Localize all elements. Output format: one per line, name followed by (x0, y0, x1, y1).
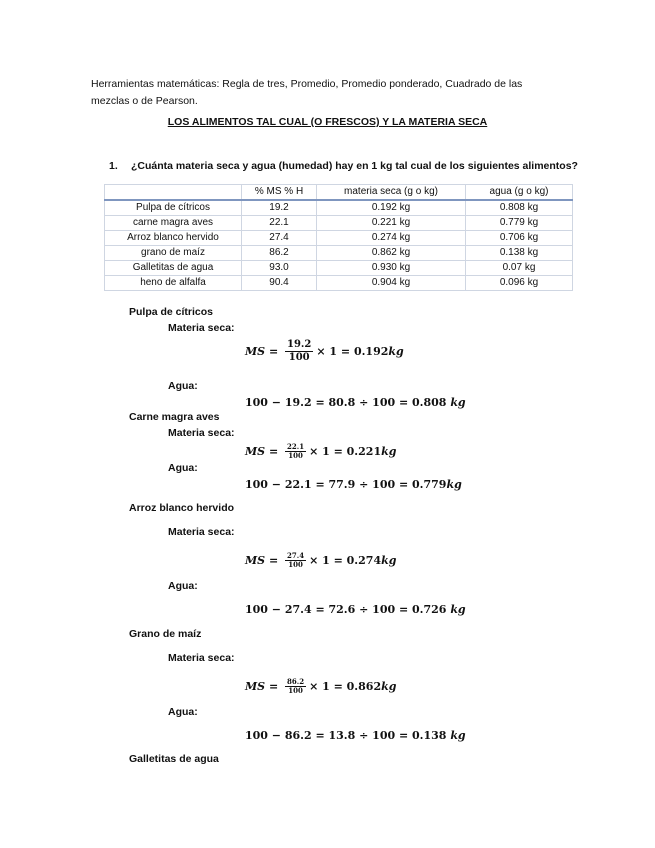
table-cell: 22.1 (242, 216, 317, 231)
table-row (105, 231, 573, 246)
table-cell: Pulpa de cítricos (105, 200, 242, 216)
table-cell: 0.138 kg (466, 246, 573, 261)
table-cell: 0.221 kg (317, 216, 466, 231)
table-cell: 0.862 kg (317, 246, 466, 261)
ms-label: Materia seca: (168, 427, 235, 439)
table-cell: 86.2 (242, 246, 317, 261)
ms-label: Materia seca: (168, 322, 235, 334)
section-heading: Pulpa de cítricos (129, 306, 214, 318)
table-cell: 0.930 kg (317, 261, 466, 276)
table-header (105, 185, 242, 201)
food-table (104, 184, 573, 291)
agua-equation: 100 − 22.1 = 77.9 ÷ 100 = 0.779 kg (245, 478, 462, 491)
section-heading: Arroz blanco hervido (129, 502, 235, 514)
ms-equation: MS = $\frac{22.1}{100}$ × 1 = 0.221 kg (245, 441, 397, 460)
table-cell: 93.0 (242, 261, 317, 276)
question-1 (109, 160, 578, 172)
question-number: 1. (109, 160, 118, 172)
table-header: materia seca (g o kg) (317, 185, 466, 201)
page-title: LOS ALIMENTOS TAL CUAL (O FRESCOS) Y LA MATERIA SECA (167, 116, 488, 128)
table-row (105, 261, 573, 276)
table-cell: 27.4 (242, 231, 317, 246)
ms-lhs: MS (245, 344, 266, 358)
table-cell: 0.192 kg (317, 200, 466, 216)
table-cell: 0.07 kg (466, 261, 573, 276)
table-cell: 0.096 kg (466, 276, 573, 291)
ms-label: Materia seca: (168, 526, 235, 538)
table-row (105, 246, 573, 261)
fraction: $\frac{19.2}{100}$ (287, 338, 312, 363)
table-header-row (105, 185, 573, 201)
table-row (105, 276, 573, 291)
table-cell: grano de maíz (105, 246, 242, 261)
section-heading: Grano de maíz (129, 628, 202, 640)
question-text: ¿Cuánta materia seca y agua (humedad) hay en 1 kg tal cual de los siguientes alimentos? (131, 160, 578, 172)
agua-label: Agua: (168, 580, 198, 592)
fraction: $\frac{86.2}{100}$ (287, 676, 305, 695)
section-heading: Carne magra aves (129, 411, 220, 423)
ms-equation: MS = $\frac{19.2}{100}$ × 1 = 0.192 kg (245, 338, 404, 363)
table-cell: Arroz blanco hervido (105, 231, 242, 246)
agua-label: Agua: (168, 380, 198, 392)
table-cell: carne magra aves (105, 216, 242, 231)
agua-label: Agua: (168, 706, 198, 718)
table-cell: 0.706 kg (466, 231, 573, 246)
table-cell: 0.808 kg (466, 200, 573, 216)
table-cell: 19.2 (242, 200, 317, 216)
ms-equation: MS = $\frac{27.4}{100}$ × 1 = 0.274 kg (245, 550, 397, 569)
section-heading: Galletitas de agua (129, 753, 219, 765)
table-cell: 0.779 kg (466, 216, 573, 231)
agua-label: Agua: (168, 462, 198, 474)
ms-equation: MS = $\frac{86.2}{100}$ × 1 = 0.862 kg (245, 676, 397, 695)
intro-text: Herramientas matemáticas: Regla de tres, Promedio, Promedio ponderado, Cuadrado de las mezclas o de Pearson. (91, 78, 523, 107)
table-cell: 0.274 kg (317, 231, 466, 246)
table-cell: Galletitas de agua (105, 261, 242, 276)
fraction: $\frac{22.1}{100}$ (287, 441, 305, 460)
agua-equation: 100 − 86.2 = 13.8 ÷ 100 = 0.138 kg (245, 729, 466, 742)
table-cell: 90.4 (242, 276, 317, 291)
table-cell: 0.904 kg (317, 276, 466, 291)
agua-equation: 100 − 19.2 = 80.8 ÷ 100 = 0.808 kg (245, 396, 466, 409)
agua-equation: 100 − 27.4 = 72.6 ÷ 100 = 0.726 kg (245, 603, 466, 616)
table-row (105, 216, 573, 231)
table-cell: heno de alfalfa (105, 276, 242, 291)
table-header: agua (g o kg) (466, 185, 573, 201)
table-row (105, 200, 573, 216)
table-header: % MS % H (242, 185, 317, 201)
ms-label: Materia seca: (168, 652, 235, 664)
fraction: $\frac{27.4}{100}$ (287, 550, 305, 569)
